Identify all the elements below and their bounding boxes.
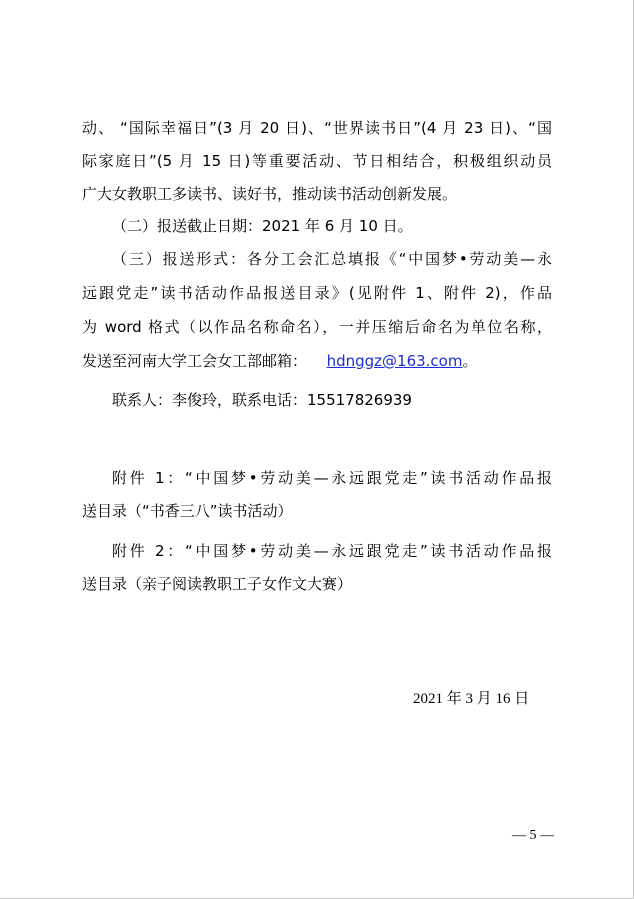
attachment-2-line-1: 附件 2：“中国梦•劳动美—永远跟党走”读书活动作品报 <box>112 542 552 560</box>
document-date: 2021 年 3 月 16 日 <box>413 691 530 707</box>
format-line-2: 远跟党走”读书活动作品报送目录》(见附件 1、附件 2)，作品 <box>82 284 552 302</box>
format-line-1: （三）报送形式：各分工会汇总填报《“中国梦•劳动美—永 <box>112 250 552 268</box>
contact-line: 联系人：李俊玲，联系电话：15517826939 <box>112 391 412 409</box>
body-line-1: 动、 “国际幸福日”(3 月 20 日)、“世界读书日”(4 月 23 日)、“国 <box>82 119 552 137</box>
attachment-1-line-2: 送目录（“书香三八”读书活动） <box>82 502 293 520</box>
body-line-3: 广大女教职工多读书、读好书，推动读书活动创新发展。 <box>82 185 458 203</box>
email-suffix: 。 <box>462 352 478 370</box>
attachment-2-line-2: 送目录（亲子阅读教职工子女作文大赛） <box>82 575 353 593</box>
deadline-line: （二）报送截止日期：2021 年 6 月 10 日。 <box>112 217 413 235</box>
email-prefix: 发送至河南大学工会女工部邮箱： <box>82 352 308 370</box>
email-link[interactable]: hdnggz@163.com <box>326 352 463 370</box>
format-line-3: 为 word 格式（以作品名称命名），一并压缩后命名为单位名称， <box>82 318 552 336</box>
attachment-1-line-1: 附件 1：“中国梦•劳动美—永远跟党走”读书活动作品报 <box>112 469 552 487</box>
email-line <box>82 351 477 371</box>
body-line-2: 际家庭日”(5 月 15 日)等重要活动、节日相结合，积极组织动员 <box>82 152 552 170</box>
page-number: — 5 — <box>512 828 554 843</box>
